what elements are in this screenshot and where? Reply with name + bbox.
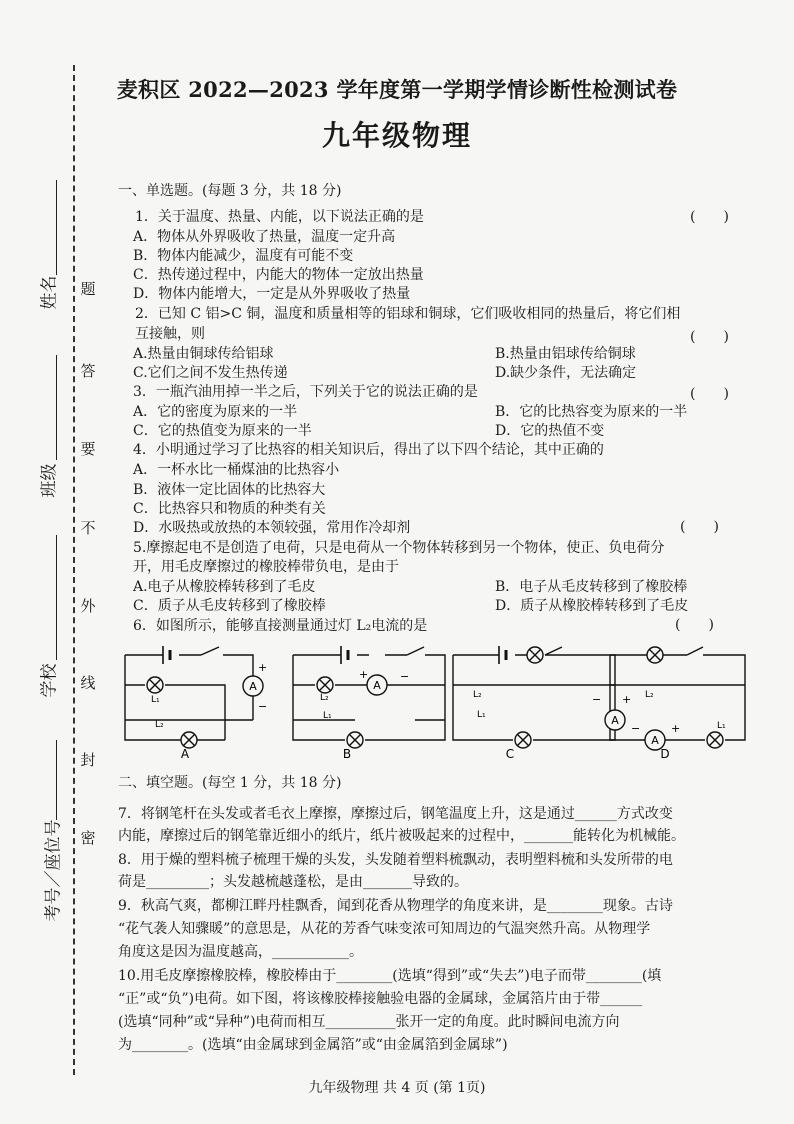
q2-option: C.它们之间不发生热传递 [133, 365, 288, 381]
ammeter-label: A [249, 680, 257, 693]
circuit-option-label: D [660, 747, 670, 760]
q5-stem: 5.摩擦起电不是创造了电荷，只是电荷从一个物体转移到另一个物体，使正、负电荷分 [133, 540, 665, 556]
q4-option: B．液体一定比固体的比热容大 [133, 482, 326, 498]
plus-sign: + [258, 661, 268, 674]
q1-option: A．物体从外界吸收了热量，温度一定升高 [133, 229, 396, 245]
l2-label: L₂ [320, 693, 329, 703]
q2-answer-paren[interactable]: ( ) [690, 329, 729, 345]
l1-label: L₁ [151, 695, 160, 705]
q2-option: A.热量由铜球传给铝球 [133, 346, 274, 362]
binding-dashed-line [73, 65, 75, 1075]
q1-option: B．物体内能减少，温度有可能不变 [133, 248, 354, 264]
section1-heading: 一、单选题。(每题 3 分，共 18 分) [118, 183, 342, 199]
school-field-label: 学校 [39, 663, 60, 698]
q3-answer-paren[interactable]: ( ) [690, 386, 729, 402]
minus-sign: − [258, 700, 268, 713]
seal-char: 线 [80, 674, 96, 692]
q1-option: C．热传递过程中，内能大的物体一定放出热量 [133, 267, 424, 283]
seal-char: 题 [80, 280, 96, 298]
q3-stem: 3．一瓶汽油用掉一半之后，下列关于它的说法正确的是 [133, 384, 478, 400]
lamp-icon [707, 732, 723, 748]
lamp-icon [515, 732, 531, 748]
q3-option: A．它的密度为原来的一半 [133, 404, 298, 420]
l1-label: L₁ [717, 721, 726, 731]
seal-char: 要 [80, 440, 96, 458]
q3-option: B．它的比热容变为原来的一半 [495, 404, 688, 420]
lamp-icon [347, 732, 363, 748]
minus-sign: − [592, 693, 602, 706]
q6-answer-paren[interactable]: ( ) [675, 617, 714, 633]
q8-line: 8．用于燥的塑料梳子梳理干燥的头发，头发随着塑料梳飘动，表明塑料梳和头发所带的电 [118, 852, 673, 868]
q5-option: D．质子从橡胶棒转移到了毛皮 [495, 598, 689, 614]
q10-line: (选填“同种”或“异种”)电荷而相互__________张开一定的角度。此时瞬间电流方向 [118, 1014, 620, 1030]
q4-stem: 4．小明通过学习了比热容的相关知识后，得出了以下四个结论，其中正确的 [133, 442, 604, 458]
minus-sign: − [631, 722, 641, 735]
exam-subtitle: 九年级物理 [321, 119, 472, 152]
q3-option: D．它的热值不变 [495, 423, 605, 439]
circuit-option-label: C [505, 747, 515, 760]
q3-option: C．它的热值变为原来的一半 [133, 423, 312, 439]
q2-option: B.热量由铝球传给铜球 [495, 346, 636, 362]
q4-option: A．一杯水比一桶煤油的比热容小 [133, 462, 340, 478]
seat-field-line[interactable] [56, 740, 57, 820]
q9-line: 9．秋高气爽，都柳江畔丹桂飘香，闻到花香从物理学的角度来讲，是________现象。古诗 [118, 898, 673, 914]
q10-line: “正”或“负”)电荷。如下图，将该橡胶棒接触验电器的金属球，金属箔片由于带______ [118, 991, 643, 1007]
q9-line: 角度这是因为温度越高，___________。 [118, 944, 363, 960]
circuit-b [293, 646, 445, 740]
lamp-icon [147, 677, 163, 693]
l2-label: L₂ [155, 720, 164, 730]
seal-char: 外 [80, 597, 96, 615]
lamp-icon [181, 732, 197, 748]
lamp-icon [317, 677, 333, 693]
class-field-line[interactable] [56, 355, 57, 460]
l1-label: L₁ [477, 710, 486, 720]
plus-sign: + [671, 722, 681, 735]
q5-stem-cont: 开，用毛皮摩擦过的橡胶棒带负电，是由于 [133, 559, 399, 575]
q5-option: C．质子从毛皮转移到了橡胶棒 [133, 598, 326, 614]
minus-sign: − [400, 670, 410, 683]
name-field-label: 姓名 [39, 275, 60, 310]
lamp-icon [527, 647, 543, 663]
seal-char: 不 [80, 519, 96, 537]
name-field-line[interactable] [56, 180, 57, 275]
plus-sign: + [359, 668, 369, 681]
plus-sign: + [622, 693, 632, 706]
q2-stem-cont: 互接触，则 [135, 326, 205, 342]
q6-stem: 6．如图所示，能够直接测量通过灯 L₂电流的是 [133, 618, 428, 634]
ammeter-label: A [611, 714, 619, 727]
l2-label: L₂ [473, 690, 482, 700]
circuit-option-label: B [342, 747, 352, 760]
page-footer: 九年级物理 共 4 页 (第 1页) [308, 1080, 486, 1096]
seat-field-label: 考号／座位号 [43, 819, 64, 922]
class-field-label: 班级 [39, 463, 60, 498]
lamp-icon [647, 647, 663, 663]
q1-stem: 1．关于温度、热量、内能，以下说法正确的是 [135, 209, 424, 225]
circuit-option-label: A [180, 747, 190, 760]
section2-heading: 二、填空题。(每空 1 分，共 18 分) [118, 775, 342, 791]
q1-answer-paren[interactable]: ( ) [690, 209, 729, 225]
seal-char: 答 [80, 362, 96, 380]
q10-line: 10.用毛皮摩擦橡胶棒，橡胶棒由于________(选填“得到”或“失去”)电子而带________(填 [118, 968, 662, 984]
q4-option: D．水吸热或放热的本领较强，常用作冷却剂 [133, 520, 411, 536]
school-field-line[interactable] [56, 535, 57, 660]
q2-option: D.缺少条件，无法确定 [495, 365, 637, 381]
q4-answer-paren[interactable]: ( ) [680, 519, 719, 535]
q10-line: 为________。(选填“由金属球到金属箔”或“由金属箔到金属球”) [118, 1037, 508, 1053]
exam-title: 麦积区 2022—2023 学年度第一学期学情诊断性检测试卷 [116, 77, 678, 102]
circuit-a [125, 646, 253, 740]
ammeter-label: A [373, 679, 381, 692]
q5-option: A.电子从橡胶棒转移到了毛皮 [133, 579, 316, 595]
q7-line: 内能，摩擦过后的钢笔靠近细小的纸片，纸片被吸起来的过程中，_______能转化为机械能。 [118, 828, 685, 844]
q2-stem: 2．已知 C 铝>C 铜，温度和质量相等的铝球和铜球，它们吸收相同的热量后，将它们相 [135, 306, 681, 322]
l2-label: L₂ [645, 690, 654, 700]
q7-line: 7．将钢笔杆在头发或者毛衣上摩擦，摩擦过后，钢笔温度上升，这是通过______方式改变 [118, 806, 673, 822]
q4-option: C．比热容只和物质的种类有关 [133, 501, 326, 517]
q8-line: 荷是_________；头发越梳越蓬松，是由_______导致的。 [118, 874, 468, 890]
l1-label: L₁ [323, 711, 332, 721]
q9-line: “花气袭人知骤暖”的意思是，从花的芳香气味变浓可知周边的气温突然升高。从物理学 [118, 921, 651, 937]
q5-option: B．电子从毛皮转移到了橡胶棒 [495, 579, 688, 595]
circuit-diagrams [115, 640, 755, 760]
seal-char: 密 [80, 829, 96, 847]
seal-char: 封 [80, 751, 96, 769]
ammeter-label: A [651, 734, 659, 747]
q1-option: D．物体内能增大，一定是从外界吸收了热量 [133, 286, 411, 302]
